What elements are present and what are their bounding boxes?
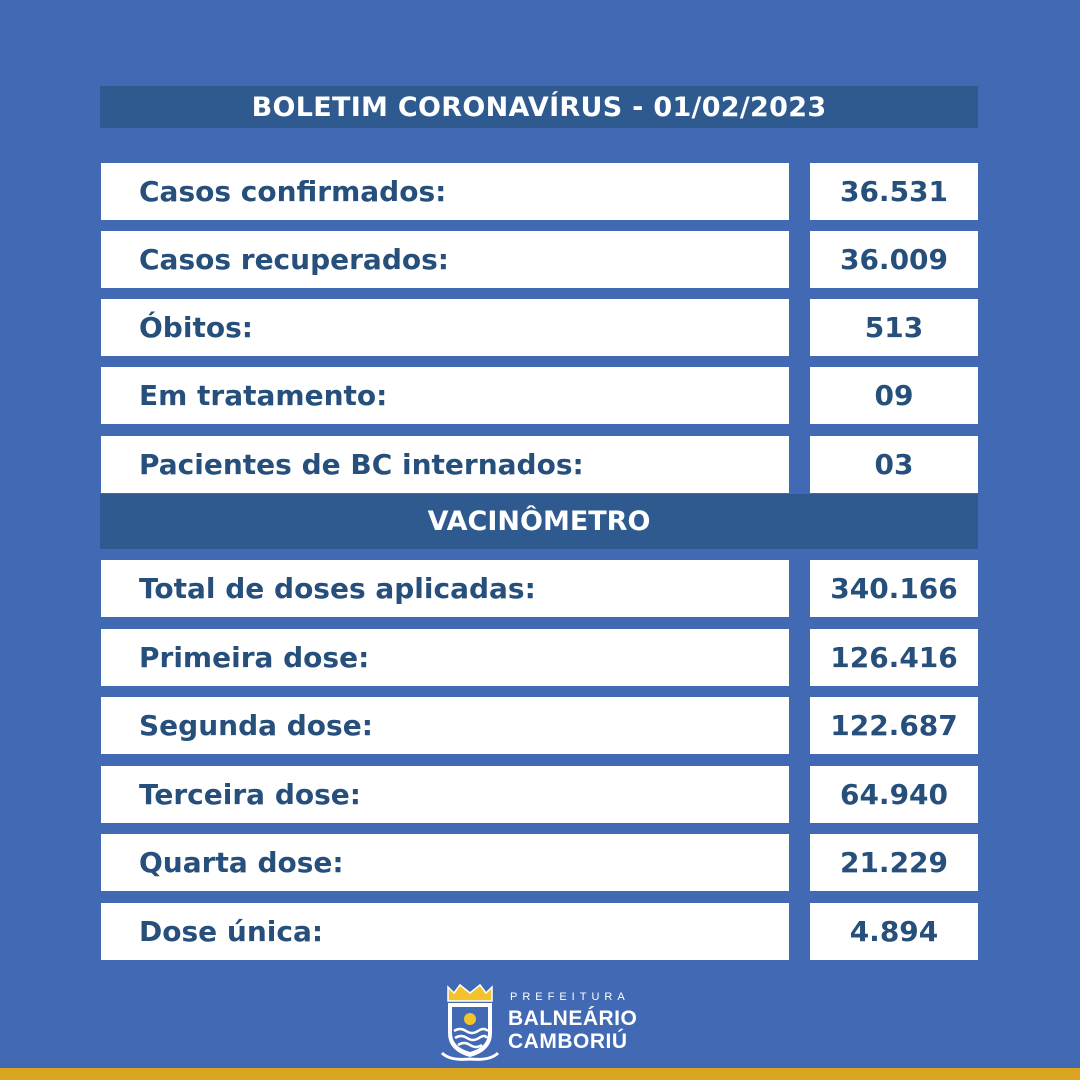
- vaccine-label: Segunda dose:: [101, 697, 789, 754]
- stat-label: Em tratamento:: [101, 367, 789, 424]
- vaccine-value: 64.940: [810, 766, 978, 823]
- vaccine-row-total: [101, 560, 978, 617]
- stat-row-casos-recuperados: [101, 231, 978, 288]
- stat-label: Casos confirmados:: [101, 163, 789, 220]
- vaccine-label: Quarta dose:: [101, 834, 789, 891]
- stat-value: 36.009: [810, 231, 978, 288]
- vaccine-value: 122.687: [810, 697, 978, 754]
- stat-value: 36.531: [810, 163, 978, 220]
- stat-value: 09: [810, 367, 978, 424]
- vacinometro-title: VACINÔMETRO: [100, 494, 978, 549]
- vaccine-row-unica: [101, 903, 978, 960]
- stat-row-em-tratamento: [101, 367, 978, 424]
- stat-value: 03: [810, 436, 978, 493]
- page-title: BOLETIM CORONAVÍRUS - 01/02/2023: [100, 86, 978, 128]
- logo-prefix: PREFEITURA: [510, 991, 630, 1003]
- vaccine-label: Dose única:: [101, 903, 789, 960]
- vaccine-row-segunda: [101, 697, 978, 754]
- vaccine-value: 21.229: [810, 834, 978, 891]
- vaccine-value: 126.416: [810, 629, 978, 686]
- vaccine-row-primeira: [101, 629, 978, 686]
- stat-label: Óbitos:: [101, 299, 789, 356]
- logo-line-1: BALNEÁRIO: [508, 1007, 638, 1030]
- stat-row-internados: [101, 436, 978, 493]
- stat-label: Casos recuperados:: [101, 231, 789, 288]
- vaccine-value: 4.894: [810, 903, 978, 960]
- stat-label: Pacientes de BC internados:: [101, 436, 789, 493]
- logo-line-2: CAMBORIÚ: [508, 1030, 628, 1053]
- stat-value: 513: [810, 299, 978, 356]
- vaccine-row-terceira: [101, 766, 978, 823]
- vaccine-label: Terceira dose:: [101, 766, 789, 823]
- vaccine-label: Total de doses aplicadas:: [101, 560, 789, 617]
- vaccine-row-quarta: [101, 834, 978, 891]
- stat-row-obitos: [101, 299, 978, 356]
- prefeitura-logo: [440, 983, 660, 1063]
- bottom-accent-stripe: [0, 1068, 1080, 1080]
- vaccine-value: 340.166: [810, 560, 978, 617]
- city-crest-icon: [440, 983, 500, 1063]
- vaccine-label: Primeira dose:: [101, 629, 789, 686]
- stat-row-casos-confirmados: [101, 163, 978, 220]
